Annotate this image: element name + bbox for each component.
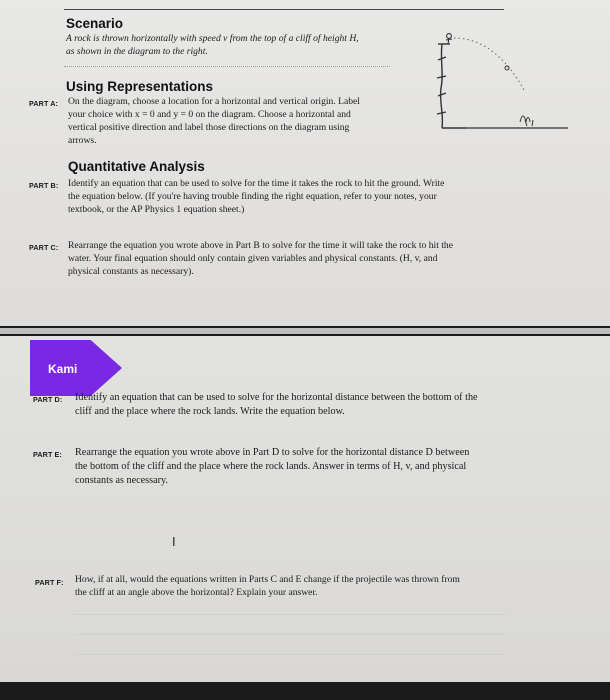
cliff-icon xyxy=(437,44,466,128)
quantitative-heading: Quantitative Analysis xyxy=(68,159,205,174)
text-cursor-icon: I xyxy=(172,534,176,549)
part-b-label: PART B: xyxy=(29,181,59,190)
part-f-label: PART F: xyxy=(35,578,64,587)
part-e-line-1: Rearrange the equation you wrote above in Part D to solve for the horizontal distance D between xyxy=(75,447,470,458)
part-b-line-1: Identify an equation that can be used to solve for the time it takes the rock to hit the ground. Write xyxy=(68,178,445,189)
part-e-line-3: constants as necessary. xyxy=(75,475,168,486)
scenario-heading: Scenario xyxy=(66,16,124,31)
part-c-line-3: physical constants as necessary). xyxy=(68,266,194,277)
scenario-line-2: as shown in the diagram to the right. xyxy=(66,46,208,57)
part-b-line-3: textbook, or the AP Physics 1 equation sheet.) xyxy=(68,204,245,215)
page-divider xyxy=(0,328,610,334)
representations-heading: Using Representations xyxy=(66,79,214,94)
scenario-line-1: A rock is thrown horizontally with speed v from the top of a cliff of height H, xyxy=(66,33,359,44)
part-d-label: PART D: xyxy=(33,395,63,404)
rock-icon xyxy=(505,66,509,70)
part-b-line-2: the equation below. (If you're having trouble finding the right equation, refer to your notes, your xyxy=(68,191,437,202)
part-d-line-1: Identify an equation that can be used to solve for the horizontal distance between the bottom of the xyxy=(75,392,478,403)
part-e-label: PART E: xyxy=(33,450,62,459)
trajectory-path xyxy=(454,38,524,90)
answer-line-1[interactable] xyxy=(74,614,506,615)
part-d-line-2: cliff and the place where the rock lands. Write the equation below. xyxy=(75,406,345,417)
part-a-line-2: your choice with x = 0 and y = 0 on the diagram. Choose a horizontal and xyxy=(68,109,351,120)
part-e-line-2: the bottom of the cliff and the place where the rock lands. Answer in terms of H, v, and physical xyxy=(75,461,467,472)
splash-icon xyxy=(520,116,533,126)
part-c-line-1: Rearrange the equation you wrote above in Part B to solve for the time it will take the rock to hit the xyxy=(68,240,453,251)
part-f-line-2: the cliff at an angle above the horizontal? Explain your answer. xyxy=(75,587,318,598)
cliff-projectile-diagram[interactable] xyxy=(420,30,570,140)
scenario-divider xyxy=(64,66,390,67)
kami-label[interactable]: Kami xyxy=(48,362,78,376)
part-c-line-2: water. Your final equation should only contain given variables and physical constants. (H, v, and xyxy=(68,253,438,264)
part-c-label: PART C: xyxy=(29,243,59,252)
part-a-line-1: On the diagram, choose a location for a horizontal and vertical origin. Label xyxy=(68,96,360,107)
top-rule xyxy=(64,9,504,10)
part-f-line-1: How, if at all, would the equations written in Parts C and E change if the projectile was thrown from xyxy=(75,574,460,585)
answer-line-3[interactable] xyxy=(74,654,506,655)
part-a-line-4: arrows. xyxy=(68,135,97,146)
part-a-label: PART A: xyxy=(29,99,59,108)
part-a-line-3: vertical positive direction and label those directions on the diagram using xyxy=(68,122,350,133)
answer-line-2[interactable] xyxy=(74,634,506,635)
person-icon xyxy=(446,34,452,44)
